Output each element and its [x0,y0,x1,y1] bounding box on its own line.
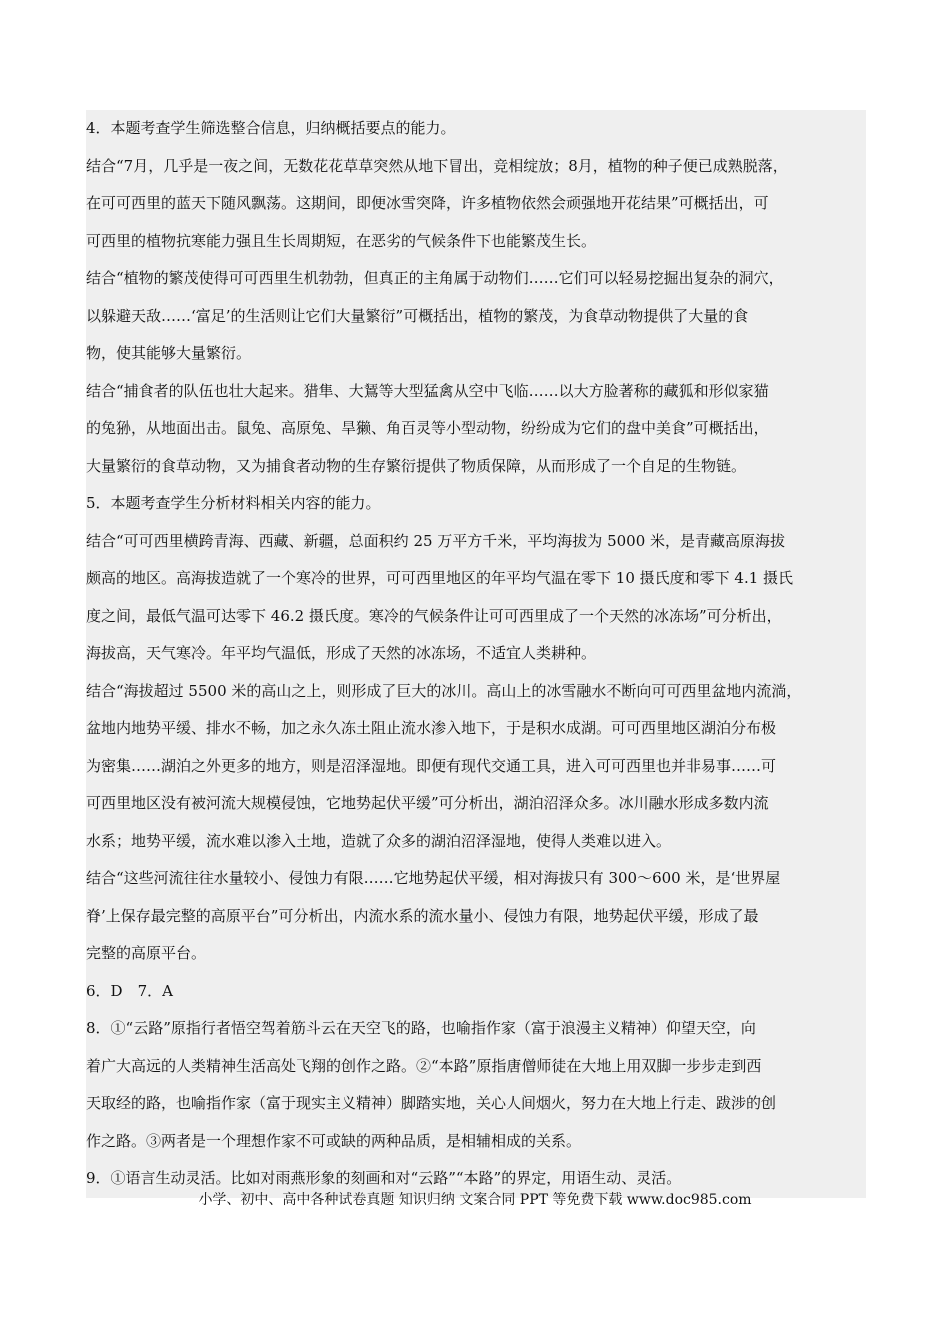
text-line: 完整的高原平台。 [86,944,207,962]
text-line: 天取经的路，也喻指作家（富于现实主义精神）脚踏实地，关心人间烟火，努力在大地上行走、跋涉的创 [86,1094,777,1112]
text-line: 结合“海拔超过 5500 米的高山之上，则形成了巨大的冰川。高山上的冰雪融水不断向可可西里盆地内流淌， [86,681,802,700]
text-line: 度之间，最低气温可达零下 46.2 摄氏度。寒冷的气候条件让可可西里成了一个天然的冰冻场”可分析出， [86,606,782,625]
text-line: 8．①“云路”原指行者悟空驾着筋斗云在天空飞的路，也喻指作家（富于浪漫主义精神）仰望天空，向 [86,1019,756,1037]
text-line: 脊’上保存最完整的高原平台”可分析出，内流水系的流水量小、侵蚀力有限，地势起伏平缓，形成了最 [86,906,759,925]
text-line: 6．D 7．A [86,981,173,1000]
text-line: 4．本题考查学生筛选整合信息，归纳概括要点的能力。 [86,119,456,137]
text-line: 以躲避天敌……‘富足’的生活则让它们大量繁衍”可概括出，植物的繁茂，为食草动物提供了大量的食 [86,306,749,325]
document-body [86,110,866,1198]
text-line: 盆地内地势平缓、排水不畅，加之永久冻土阻止流水渗入地下，于是积水成湖。可可西里地区湖泊分布极 [86,719,777,737]
text-line: 着广大高远的人类精神生活高处飞翔的创作之路。②“本路”原指唐僧师徒在大地上用双脚一步步走到西 [86,1056,762,1075]
text-line: 结合“7月，几乎是一夜之间，无数花花草草突然从地下冒出，竞相绽放；8月，植物的种子便已成熟脱落， [86,156,788,175]
text-line: 物，使其能够大量繁衍。 [86,344,252,362]
text-line: 结合“这些河流往往水量较小、侵蚀力有限……它地势起伏平缓，相对海拔只有 300～600 米，是‘世界屋 [86,869,781,887]
page-footer: 小学、初中、高中各种试卷真题 知识归纳 文案合同 PPT 等免费下载 www.doc985.com [198,1192,752,1208]
text-line: 大量繁衍的食草动物，又为捕食者动物的生存繁衍提供了物质保障，从而形成了一个自足的生物链。 [86,456,747,475]
text-line: 可西里地区没有被河流大规模侵蚀，它地势起伏平缓”可分析出，湖泊沼泽众多。冰川融水形成多数内流 [86,794,769,812]
text-line: 海拔高，天气寒冷。年平均气温低，形成了天然的冰冻场，不适宜人类耕种。 [86,644,597,662]
text-line: 结合“捕食者的队伍也壮大起来。猎隼、大鵟等大型猛禽从空中飞临……以大方脸著称的藏狐和形似家猫 [86,381,769,400]
text-line: 颇高的地区。高海拔造就了一个寒冷的世界，可可西里地区的年平均气温在零下 10 摄氏度和零下 4.1 摄氏 [86,569,794,587]
text-line: 作之路。③两者是一个理想作家不可或缺的两种品质，是相辅相成的关系。 [86,1131,582,1150]
text-line: 在可可西里的蓝天下随风飘荡。这期间，即便冰雪突降，许多植物依然会顽强地开花结果”可概括出，可 [86,194,769,212]
text-line: 为密集……湖泊之外更多的地方，则是沼泽湿地。即便有现代交通工具，进入可可西里也并非易事……可 [86,756,777,775]
text-line: 可西里的植物抗寒能力强且生长周期短，在恶劣的气候条件下也能繁茂生长。 [86,231,597,250]
text-line: 5．本题考查学生分析材料相关内容的能力。 [86,494,381,512]
text-line: 结合“可可西里横跨青海、西藏、新疆，总面积约 25 万平方千米，平均海拔为 5000 米，是青藏高原海拔 [86,531,786,550]
text-line: 9．①语言生动灵活。比如对雨燕形象的刻画和对“云路”“本路”的界定，用语生动、灵活。 [86,1169,682,1187]
text-line: 的兔狲，从地面出击。鼠兔、高原兔、旱獭、角百灵等小型动物，纷纷成为它们的盘中美食”可概括出， [86,419,769,437]
text-line: 水系；地势平缓，流水难以渗入土地，造就了众多的湖泊沼泽湿地，使得人类难以进入。 [86,831,672,850]
text-line: 结合“植物的繁茂使得可可西里生机勃勃，但真正的主角属于动物们……它们可以轻易挖掘出复杂的洞穴， [86,269,784,287]
